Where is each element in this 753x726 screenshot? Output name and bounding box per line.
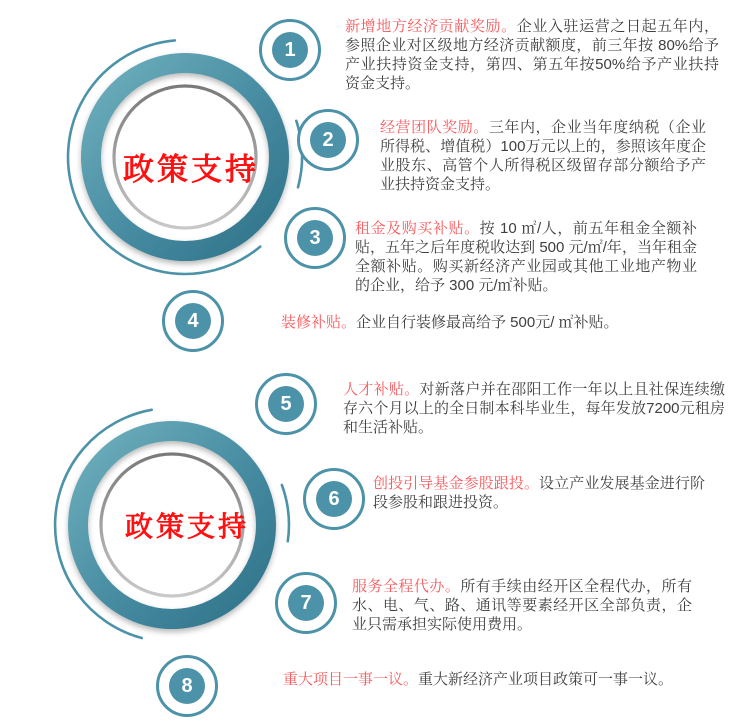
policy-item-3 [355,219,697,295]
item-title-7: 服务全程代办。 [352,578,461,595]
item-body-6: 设立产业发展基金进行阶段参股和跟进投资。 [373,475,705,511]
item-title-4: 装修补贴。 [281,314,357,331]
item-body-5: 对新落户并在邵阳工作一年以上且社保连续缴存六个月以上的全日制本科毕业生，每年发放7200元租房和生活补贴。 [343,381,725,436]
policy-item-2 [380,118,706,194]
step-number-8: 8 [169,668,205,704]
step-number-2: 2 [310,122,346,158]
policy-hub-bottom [52,405,292,645]
step-badge-5 [255,373,317,435]
item-body-1: 企业入驻运营之日起五年内，参照企业对区级地方经济贡献额度，前三年按 80%给予产业扶持资金支持，第四、第五年按50%给予产业扶持资金支持。 [345,18,719,92]
step-badge-8 [156,655,218,717]
item-title-2: 经营团队奖励。 [380,119,489,136]
item-body-4: 企业自行装修最高给予 500元/ ㎡补贴。 [356,314,619,331]
step-badge-1 [259,19,321,81]
step-number-3: 3 [297,220,333,256]
policy-item-6 [373,474,705,512]
item-title-3: 租金及购买补贴。 [355,220,480,237]
step-badge-4 [162,290,224,352]
hub-bottom-label: 政策支持 [124,511,249,542]
step-number-1: 1 [272,32,308,68]
step-number-4: 4 [175,303,211,339]
step-badge-6 [303,468,365,530]
item-title-1: 新增地方经济贡献奖励。 [345,18,517,35]
item-body-3: 按 10 ㎡/人，前五年租金全额补贴，五年之后年度税收达到 500 元/㎡/年，当年租金全额补贴。购买新经济产业园或其他工业地产物业的企业，给予 300 元/㎡补贴。 [355,220,697,294]
item-title-5: 人才补贴。 [343,381,420,398]
item-body-7: 所有手续由经开区全程代办，所有水、电、气、路、通讯等要素经开区全部负责，企业只需承担实际使用费用。 [352,578,692,633]
item-body-8: 重大新经济产业项目政策可一事一议。 [418,671,674,688]
step-badge-7 [275,572,337,634]
item-title-8: 重大项目一事一议。 [283,671,419,688]
policy-item-4 [281,313,731,332]
step-badge-3 [284,207,346,269]
step-number-7: 7 [288,585,324,621]
policy-item-8 [283,670,743,689]
policy-item-5 [343,380,725,437]
policy-item-1 [345,17,719,93]
item-body-2: 三年内，企业当年度纳税（企业所得税、增值税）100万元以上的，参照该年度企业股东、高管个人所得税区级留存部分额给予产业扶持资金支持。 [380,119,706,193]
hub-top-label: 政策支持 [123,151,259,187]
step-badge-2 [297,109,359,171]
item-title-6: 创投引导基金参股跟投。 [373,475,540,492]
step-number-5: 5 [268,386,304,422]
step-number-6: 6 [316,481,352,517]
policy-item-7 [352,577,692,634]
